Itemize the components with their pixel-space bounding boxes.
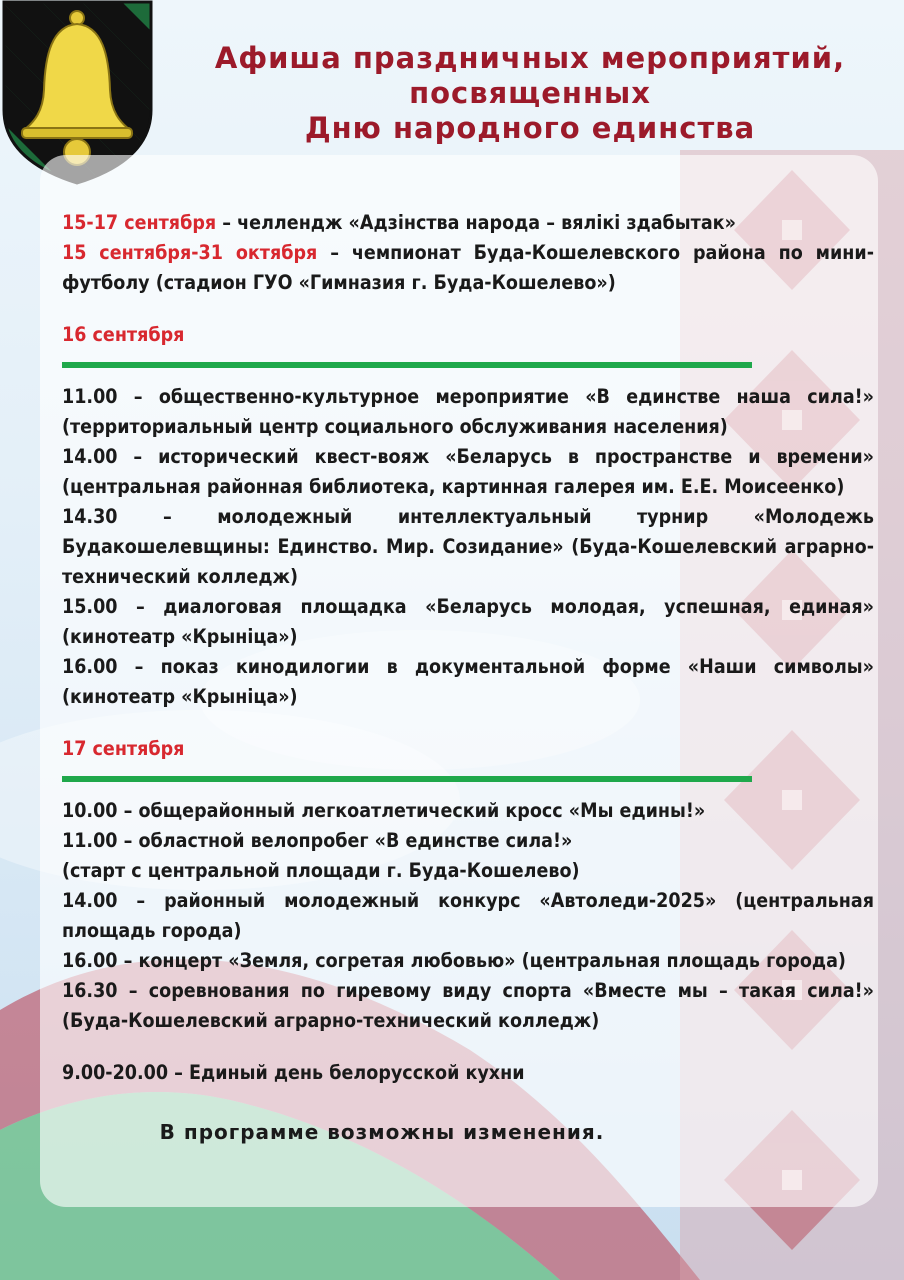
poster-title [180, 41, 880, 146]
event-schedule [62, 208, 874, 1088]
schedule-item: 14.00 – районный молодежный конкурс «Автоледи-2025» (центральная площадь города) [62, 889, 874, 942]
green-divider [62, 362, 752, 368]
title-line-2: посвященных [409, 76, 651, 111]
schedule-item: 11.00 – областной велопробег «В единстве сила!» [62, 829, 573, 852]
program-change-notice: В программе возможны изменения. [159, 1120, 605, 1144]
day-heading: 16 сентября [62, 323, 185, 346]
intro-date: 15 сентября-31 октября [62, 241, 318, 264]
green-divider [62, 776, 752, 782]
schedule-item: 15.00 – диалоговая площадка «Беларусь молодая, успешная, единая» (кинотеатр «Крыніца») [62, 595, 874, 648]
schedule-item: 14.00 – исторический квест-вояж «Беларусь в пространстве и времени» (центральная районная библиотека, картинная галерея им. Е.Е. Моисеенко) [62, 445, 874, 498]
schedule-item: 11.00 – общественно-культурное мероприятие «В единстве наша сила!» (территориальный центр социального обслуживания населения) [62, 385, 874, 438]
schedule-item: 16.30 – соревнования по гиревому виду спорта «Вместе мы – такая сила!» (Буда-Кошелевский аграрно-технический колледж) [62, 979, 874, 1032]
schedule-item: 16.00 – концерт «Земля, согретая любовью» (центральная площадь города) [62, 949, 846, 972]
schedule-item: (старт с центральной площади г. Буда-Кошелево) [62, 859, 580, 882]
schedule-item: 16.00 – показ кинодилогии в документальной форме «Наши символы» (кинотеатр «Крыніца») [62, 655, 874, 708]
day-heading: 17 сентября [62, 737, 185, 760]
intro-date: 15-17 сентября [62, 211, 217, 234]
kitchen-day: 9.00-20.00 – Единый день белорусской кухни [62, 1061, 525, 1084]
schedule-item: 14.30 – молодежный интеллектуальный турнир «Молодежь Будакошелевщины: Единство. Мир. Созидание» (Буда-Кошелевский аграрно-технический колледж) [62, 505, 874, 588]
intro-item [62, 208, 874, 238]
title-line-3: Дню народного единства [304, 111, 756, 146]
intro-text: – чемпионат Буда-Кошелевского района по мини-футболу (стадион ГУО «Гимназия г. Буда-Кошелево») [62, 241, 874, 294]
title-line-1: Афиша праздничных мероприятий, [214, 41, 846, 76]
schedule-item: 10.00 – общерайонный легкоатлетический кросс «Мы едины!» [62, 799, 706, 822]
intro-item [62, 238, 874, 298]
intro-text: – челлендж «Адзінства народа – вялікі здабытак» [216, 211, 736, 234]
